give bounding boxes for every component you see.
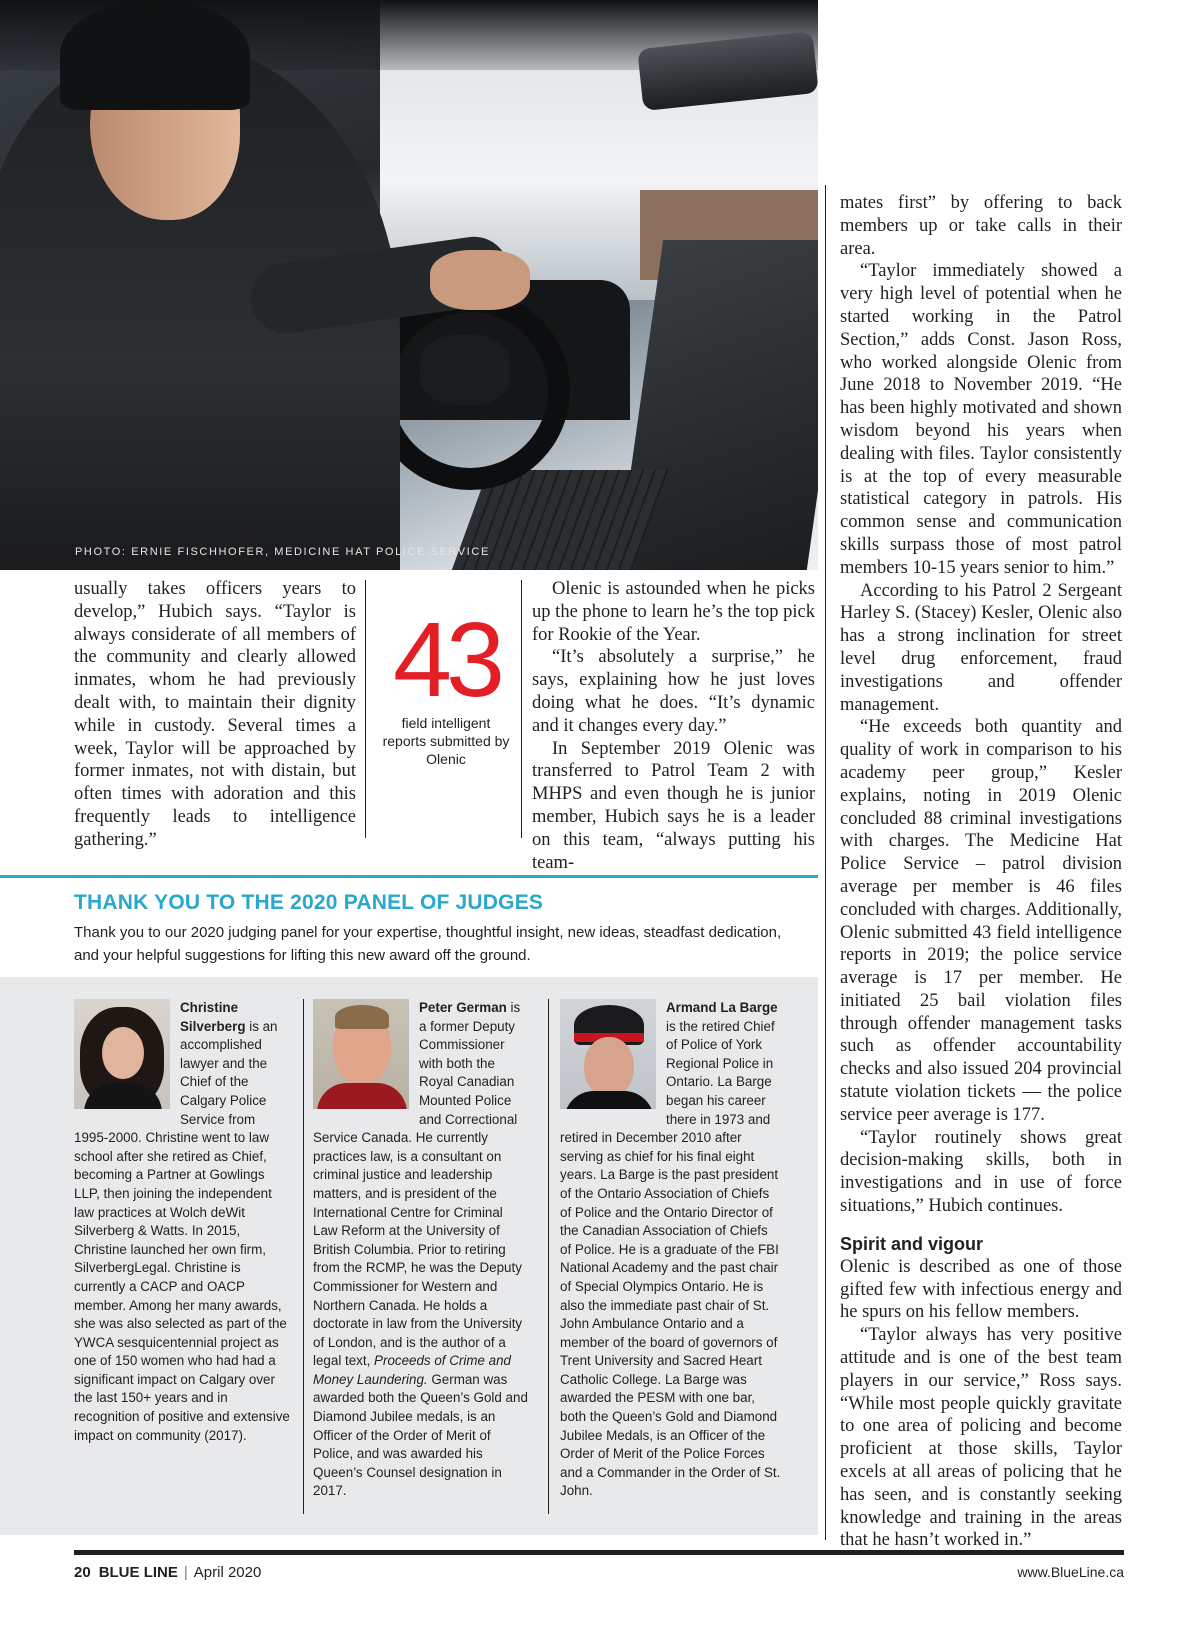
footer-folio	[74, 1564, 261, 1581]
judges-divider	[0, 875, 818, 878]
paragraph: “Taylor routinely shows great decision-making skills, both in investigations and in use of force situations,” Hubich continues.	[840, 1127, 1122, 1217]
folio-separator: |	[183, 1564, 188, 1581]
judges-intro: Thank you to our 2020 judging panel for your expertise, thoughtful insight, new ideas, steadfast dedication, and your helpful suggestions for lifting this new award off the ground.	[74, 924, 782, 964]
paragraph: “Taylor always has very positive attitude and is one of the best team players in our service,” Ross says. “While most people quickly gravitate to one area of policing and become proficient at those skills, Taylor excels at all areas of policing that he has seen, and is constantly seeking knowledge and training in the areas that he hasn’t worked in.”	[840, 1325, 1122, 1551]
paragraph: Olenic is described as one of those gifted few with infectious energy and he spurs on his fellow members.	[840, 1256, 1122, 1323]
judge-portrait	[74, 999, 170, 1109]
paragraph: Olenic is astounded when he picks up the phone to learn he’s the top pick for Rookie of the Year.	[532, 579, 815, 645]
judge-name: Peter German	[419, 1000, 507, 1015]
photo-credit: PHOTO: ERNIE FISCHHOFER, MEDICINE HAT POLICE SERVICE	[75, 546, 490, 558]
judge-portrait	[313, 999, 409, 1109]
paragraph: “He exceeds both quantity and quality of work in comparison to his academy peer group,” Kesler explains, noting in 2019 Olenic concluded 88 criminal investigations with charges. The Medicine Hat Police Service – patrol division average per member is 46 files concluded with charges. Additionally, Olenic submitted 43 field intelligence reports in 2019; the police service average is 17 per member. He initiated 25 bail violation files through offender management tasks such as offender accountability checks and also issued 204 provincial statute violation tickets — the police service peer average is 177.	[840, 717, 1122, 1125]
officer-hand	[430, 250, 530, 310]
judge-bio-silverberg	[74, 999, 292, 1445]
judge-divider	[303, 999, 304, 1514]
column-divider	[365, 580, 366, 838]
book-title: Proceeds of Crime and Money Laundering.	[313, 1353, 511, 1387]
judge-name: Armand La Barge	[666, 1000, 778, 1015]
judge-portrait	[560, 999, 656, 1109]
officer-cap	[60, 0, 250, 110]
paragraph: mates first” by offering to back members up or take calls in their area.	[840, 193, 1122, 259]
website-link[interactable]: www.BlueLine.ca	[1017, 1564, 1124, 1580]
stat-callout	[378, 601, 514, 768]
paragraph: “It’s absolutely a surprise,” he says, explaining how he just loves doing what he does. “It’s dynamic and it changes every day.”	[532, 647, 815, 736]
column-divider	[825, 185, 826, 1540]
section-heading: Spirit and vigour	[840, 1233, 984, 1254]
judges-title: THANK YOU TO THE 2020 PANEL OF JUDGES	[74, 891, 544, 914]
article-column-middle	[532, 578, 815, 874]
officer-photo	[0, 0, 818, 570]
magazine-name: BLUE LINE	[98, 1564, 178, 1581]
stat-number: 43	[393, 601, 499, 719]
paragraph: According to his Patrol 2 Sergeant Harley S. (Stacey) Kesler, Olenic also has a strong inclination for street level drug enforcement, fraud investigations and offender management.	[840, 580, 1122, 715]
judge-bio-text: German was awarded both the Queen’s Gold and Diamond Jubilee medals, is an Officer of the Order of Merit of Police, and was awarded his Queen’s Counsel designation in 2017.	[313, 1371, 528, 1499]
judge-bio-text: is a former Deputy Commissioner with both the Royal Canadian Mounted Police and Correctional Service Canada. He currently practices law, is a consultant on criminal justice and leadership matters, and is president of the International Centre for Criminal Law Reform at the University of British Columbia. Prior to retiring from the RCMP, he was the Deputy Commissioner for Western and Northern Canada. He holds a doctorate in law from the University of London, and is the author of a legal text,	[313, 1000, 523, 1369]
footer-rule	[74, 1550, 1124, 1555]
judge-bio-text: is an accomplished lawyer and the Chief of the Calgary Police Service from 1995-2000. Christine went to law school after she retired as Chief, becoming a Partner at Gowlings LLP, then joining the independent law practices at Wolch deWit Silverberg & Watts. In 2015, Christine launched her own firm, SilverbergLegal. Christine is currently a CACP and OACP member. Among her many awards, she was also selected as part of the YWCA sesquicentennial project as one of 150 women who had had a significant impact on Calgary over the last 150+ years and in recognition of positive and extensive impact on community (2017).	[74, 1018, 290, 1443]
judge-divider	[548, 999, 549, 1514]
paragraph: In September 2019 Olenic was transferred to Patrol Team 2 with MHPS and even though he is junior member, Hubich says he is a leader on this team, “always putting his team-	[532, 738, 815, 873]
judge-name: Christine Silverberg	[180, 1000, 246, 1034]
judge-bio-text: is the retired Chief of Police of York Regional Police in Ontario. La Barge began his career there in 1973 and retired in December 2010 after serving as chief for his final eight years. La Barge is the past president of the Ontario Association of Chiefs of Police and the Ontario Director of the Canadian Association of Chiefs of Police. He is a graduate of the FBI National Academy and the past chair of Special Olympics Ontario. He is also the immediate past chair of St. John Ambulance Ontario and a member of the board of governors of Trent University and Sacred Heart Catholic College. La Barge was awarded the PESM with one bar, both the Queen’s Gold and Diamond Jubilee Medals, is an Officer of the Order of Merit of the Police Forces and a Commander in the Order of St. John.	[560, 1018, 781, 1499]
judge-bio-labarge	[560, 999, 782, 1501]
paragraph: “Taylor immediately showed a very high level of potential when he started working in the Patrol Section,” adds Const. Jason Ross, who worked alongside Olenic from June 2018 to November 2019. “He has been highly motivated and shown wisdom beyond his years when dealing with files. Taylor consistently is at the top of every measurable statistical category in patrols. His common sense and communication skills surpass those of most patrol members 10-15 years senior to him.”	[840, 261, 1122, 578]
article-column-left	[74, 578, 356, 852]
issue-date: April 2020	[193, 1564, 262, 1581]
steering-wheel-hub	[420, 335, 510, 405]
paragraph: usually takes officers years to develop,” Hubich says. “Taylor is always considerate of all members of the community and clearly allowed inmates, whom he had previously dealt with, to maintain their dignity while in custody. Several times a week, Taylor will be approached by former inmates, not with distain, but often times with adoration and this frequently leads to intelligence gathering.”	[74, 579, 356, 850]
column-divider	[521, 580, 522, 838]
judge-bio-german	[313, 999, 531, 1501]
stat-caption: field intelligent reports submitted by Olenic	[382, 715, 510, 767]
page-number: 20	[74, 1564, 91, 1581]
article-column-right	[840, 192, 1122, 1552]
